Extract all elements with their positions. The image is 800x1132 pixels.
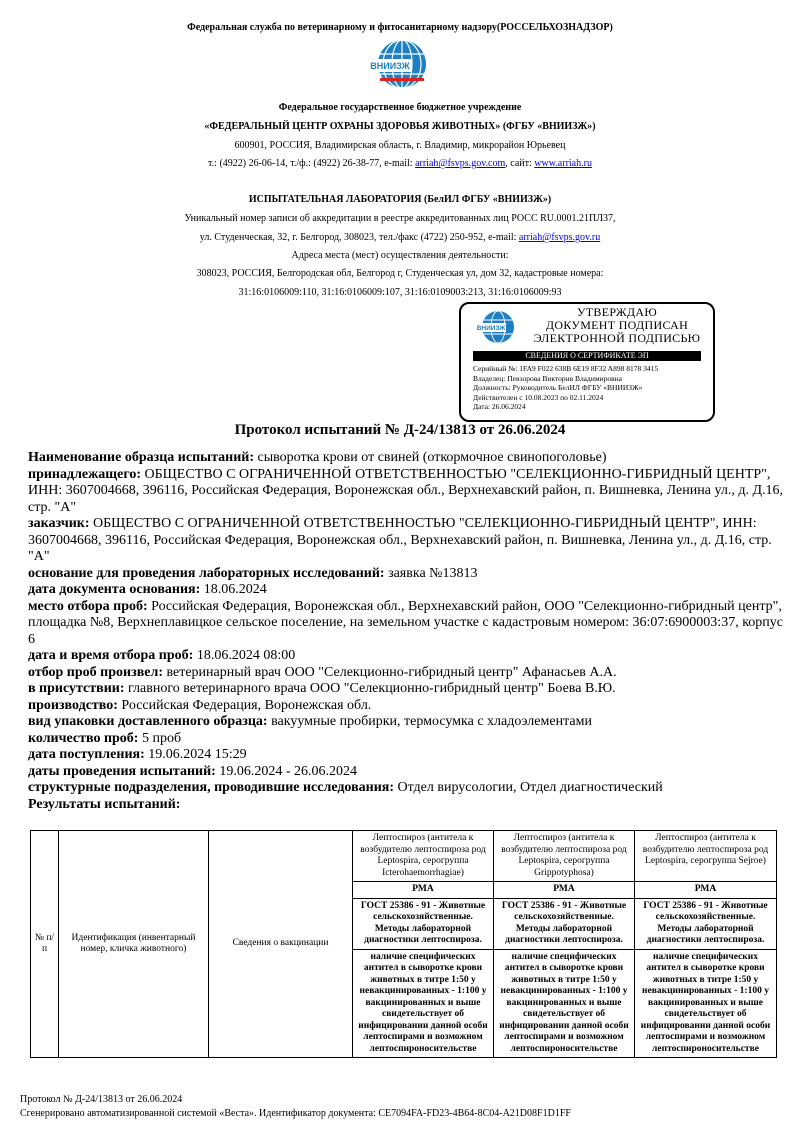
field-doc-date <box>28 582 788 599</box>
test-title-1: Лептоспироз (антитела к возбудителю лептоспироза род Leptospira, серогруппа Icterohaemorrhagiae) <box>353 831 494 882</box>
stamp-logo-text: ВНИИЗЖ <box>476 325 506 332</box>
field-label: основание для проведения лабораторных исследований: <box>28 565 385 581</box>
standard-2: ГОСТ 25386 - 91 - Животные сельскохозяйственные. Методы лабораторной диагностики лептоспироза. <box>494 898 635 949</box>
lab-places-line2: 31:16:0106009:110, 31:16:0106009:107, 31:16:0109003:213, 31:16:0106009:93 <box>238 287 562 298</box>
field-production <box>28 698 788 715</box>
footer-protocol-ref: Протокол № Д-24/13813 от 26.06.2024 <box>20 1094 183 1105</box>
norm-3: наличие специфических антител в сыворотке крови животных в титре 1:50 у невакцинированных - 1:100 у вакцинированных и выше свидетельствует об инфицировании данной особи лептоспирами и возможном лептоспироносительстве <box>635 949 777 1058</box>
stamp-logo <box>475 309 517 347</box>
col-vacc-header: Сведения о вакцинации <box>209 831 353 1058</box>
col-num-header: № п/п <box>31 831 59 1058</box>
standard-1: ГОСТ 25386 - 91 - Животные сельскохозяйственные. Методы лабораторной диагностики лептоспироза. <box>353 898 494 949</box>
field-value: сыворотка крови от свиней (откормочное свинопоголовье) <box>254 450 607 465</box>
field-value: Российская Федерация, Воронежская обл. <box>117 697 372 713</box>
e-signature-stamp <box>459 302 715 422</box>
test-title-3: Лептоспироз (антитела к возбудителю лептоспироза род Leptospira, серогруппа Sejroe) <box>635 831 777 882</box>
institution-site-link[interactable]: www.arriah.ru <box>534 158 592 169</box>
norm-2: наличие специфических антител в сыворотке крови животных в титре 1:50 у невакцинированных - 1:100 у вакцинированных и выше свидетельствует об инфицировании данной особи лептоспирами и возможном лептоспироносительстве <box>494 949 635 1058</box>
table-header-row <box>31 831 777 882</box>
stamp-title <box>525 306 709 345</box>
field-value: заявка №13813 <box>384 565 478 581</box>
field-label: место отбора проб: <box>28 598 148 614</box>
lab-accreditation: Уникальный номер записи об аккредитации в реестре аккредитованных лиц РОСС RU.0001.21ПЛ37, <box>184 213 616 224</box>
field-value: вакуумные пробирки, термосумка с хладоэлементами <box>267 714 592 729</box>
method-1: РМА <box>353 882 494 899</box>
field-value: главного ветеринарного врача ООО "Селекционно-гибридный центр" Боева В.Ю. <box>124 681 616 696</box>
field-label: производство: <box>28 697 118 713</box>
field-owner <box>28 467 788 517</box>
stamp-signed: ДОКУМЕНТ ПОДПИСАН <box>545 318 689 332</box>
norm-1: наличие специфических антител в сыворотке крови животных в титре 1:50 у невакцинированных - 1:100 у вакцинированных и выше свидетельствует об инфицировании данной особи лептоспирами и возможном лептоспироносительстве <box>353 949 494 1058</box>
federal-service-title: Федеральная служба по ветеринарному и фитосанитарному надзору(РОССЕЛЬХОЗНАДЗОР) <box>187 22 613 33</box>
field-value: 18.06.2024 08:00 <box>193 648 296 663</box>
method-2: РМА <box>494 882 635 899</box>
field-label: вид упаковки доставленного образца: <box>28 714 268 729</box>
field-test-dates <box>28 764 788 781</box>
institution-contacts <box>0 158 800 169</box>
field-customer <box>28 516 788 566</box>
field-value: Отдел вирусологии, Отдел диагностический <box>394 780 663 795</box>
field-label: отбор проб произвел: <box>28 664 163 680</box>
field-label: Наименование образца испытаний: <box>28 450 254 465</box>
lab-name: ИСПЫТАТЕЛЬНАЯ ЛАБОРАТОРИЯ (БелИЛ ФГБУ «ВНИИЗЖ») <box>248 194 552 205</box>
stamp-cert-bar: СВЕДЕНИЯ О СЕРТИФИКАТЕ ЭП <box>473 351 701 361</box>
institution-email-link[interactable]: arriah@fsvps.gov.com <box>415 158 506 169</box>
field-label: Результаты испытаний: <box>28 796 181 812</box>
field-sampling-place <box>28 599 788 649</box>
field-label: структурные подразделения, проводившие исследования: <box>28 780 395 795</box>
field-sampling-datetime <box>28 648 788 665</box>
stamp-electronic: ЭЛЕКТРОННОЙ ПОДПИСЬЮ <box>533 331 701 345</box>
institution-address: 600901, РОССИЯ, Владимирская область, г. Владимир, микрорайон Юрьевец <box>234 140 566 151</box>
field-received <box>28 747 788 764</box>
field-label: принадлежащего: <box>28 466 141 482</box>
field-value: 5 проб <box>138 730 182 746</box>
field-units <box>28 780 788 797</box>
field-value: ОБЩЕСТВО С ОГРАНИЧЕННОЙ ОТВЕТСТВЕННОСТЬЮ "СЕЛЕКЦИОННО-ГИБРИДНЫЙ ЦЕНТР", ИНН: 3607004668, 396116, Российская Федерация, Воронежская обл., Верхнехавский район, п. Вишневка, Ленина ул., д. Д.16, стр. "А" <box>28 516 772 564</box>
field-label: дата и время отбора проб: <box>28 648 194 663</box>
field-value: ОБЩЕСТВО С ОГРАНИЧЕННОЙ ОТВЕТСТВЕННОСТЬЮ "СЕЛЕКЦИОННО-ГИБРИДНЫЙ ЦЕНТР", ИНН: 3607004668, 396116, Российская Федерация, Воронежская обл., Верхнехавский район, п. Вишневка, Ленина ул., д. Д.16, стр. "А" <box>28 466 784 515</box>
field-value: ветеринарный врач ООО "Селекционно-гибридный центр" Афанасьев А.А. <box>162 664 617 680</box>
sample-details <box>28 450 788 813</box>
test-title-2: Лептоспироз (антитела к возбудителю лептоспироза род Leptospira, серогруппа Grippotyphosa) <box>494 831 635 882</box>
results-heading <box>28 797 788 814</box>
standard-3: ГОСТ 25386 - 91 - Животные сельскохозяйственные. Методы лабораторной диагностики лептоспироза. <box>635 898 777 949</box>
contacts-phones: т.: (4922) 26-06-14, т./ф.: (4922) 26-38-77, e-mail: <box>208 158 416 169</box>
lab-places-line1: 308023, РОССИЯ, Белгородская обл, Белгород г, Студенческая ул, дом 32, кадастровые номера: <box>196 268 604 279</box>
results-table <box>30 830 777 1058</box>
stamp-owner: Владелец: Певзорова Виктория Владимировна <box>473 373 622 383</box>
field-sampler <box>28 665 788 682</box>
logo-text: ВНИИЗЖ <box>370 61 410 71</box>
field-basis <box>28 566 788 583</box>
field-sample-count <box>28 731 788 748</box>
stamp-approve: УТВЕРЖДАЮ <box>576 305 658 319</box>
lab-address <box>0 232 800 243</box>
lab-address-text: ул. Студенческая, 32, г. Белгород, 308023, тел./факс (4722) 250-952, e-mail: <box>199 232 519 243</box>
lab-email-link[interactable]: arriah@fsvps.gov.ru <box>518 232 601 243</box>
field-value: 19.06.2024 - 26.06.2024 <box>215 763 357 779</box>
protocol-title: Протокол испытаний № Д-24/13813 от 26.06.2024 <box>234 422 566 438</box>
stamp-date: Дата: 26.06.2024 <box>473 402 526 412</box>
field-value: 19.06.2024 15:29 <box>144 747 247 762</box>
field-label: количество проб: <box>28 730 139 746</box>
stamp-position: Должность: Руководитель БелИЛ ФГБУ «ВНИИЗЖ» <box>473 383 643 393</box>
institution-type: Федеральное государственное бюджетное учреждение <box>278 102 522 113</box>
field-label: дата документа основания: <box>28 582 201 597</box>
stamp-valid: Действителен с 10.08.2023 по 02.11.2024 <box>473 392 604 402</box>
col-id-header: Идентификация (инвентарный номер, кличка животного) <box>59 831 209 1058</box>
lab-places-title: Адреса места (мест) осуществления деятельности: <box>291 250 509 261</box>
field-sample <box>28 450 788 467</box>
stamp-serial: Серийный №: 1FA9 F022 638B 6E19 8F32 A898 8178 3415 <box>473 364 659 373</box>
footer-generated-by: Сгенерировано автоматизированной системой «Веста». Идентификатор документа: CE7094FA-FD23-4B64-8C04-A21D08F1D1FF <box>20 1108 571 1119</box>
method-3: РМА <box>635 882 777 899</box>
stamp-cert-info <box>473 364 658 412</box>
field-label: даты проведения испытаний: <box>28 763 216 779</box>
field-label: заказчик: <box>28 516 90 531</box>
institution-name: «ФЕДЕРАЛЬНЫЙ ЦЕНТР ОХРАНЫ ЗДОРОВЬЯ ЖИВОТНЫХ» (ФГБУ «ВНИИЗЖ») <box>204 121 596 132</box>
vniizzh-logo <box>366 38 434 94</box>
field-package <box>28 714 788 731</box>
field-label: в присутствии: <box>28 681 125 696</box>
field-presence <box>28 681 788 698</box>
field-label: дата поступления: <box>28 747 145 762</box>
site-prefix: , сайт: <box>505 158 535 169</box>
field-value: 18.06.2024 <box>200 582 267 597</box>
field-value: Российская Федерация, Воронежская обл., Верхнехавский район, ООО "Селекционно-гибридный центр", площадка №8, Верхнеплавицкое сельское поселение, на земельном участке с кадастровым номером: 36:07:6900003:37, корпус 6 <box>28 598 783 647</box>
